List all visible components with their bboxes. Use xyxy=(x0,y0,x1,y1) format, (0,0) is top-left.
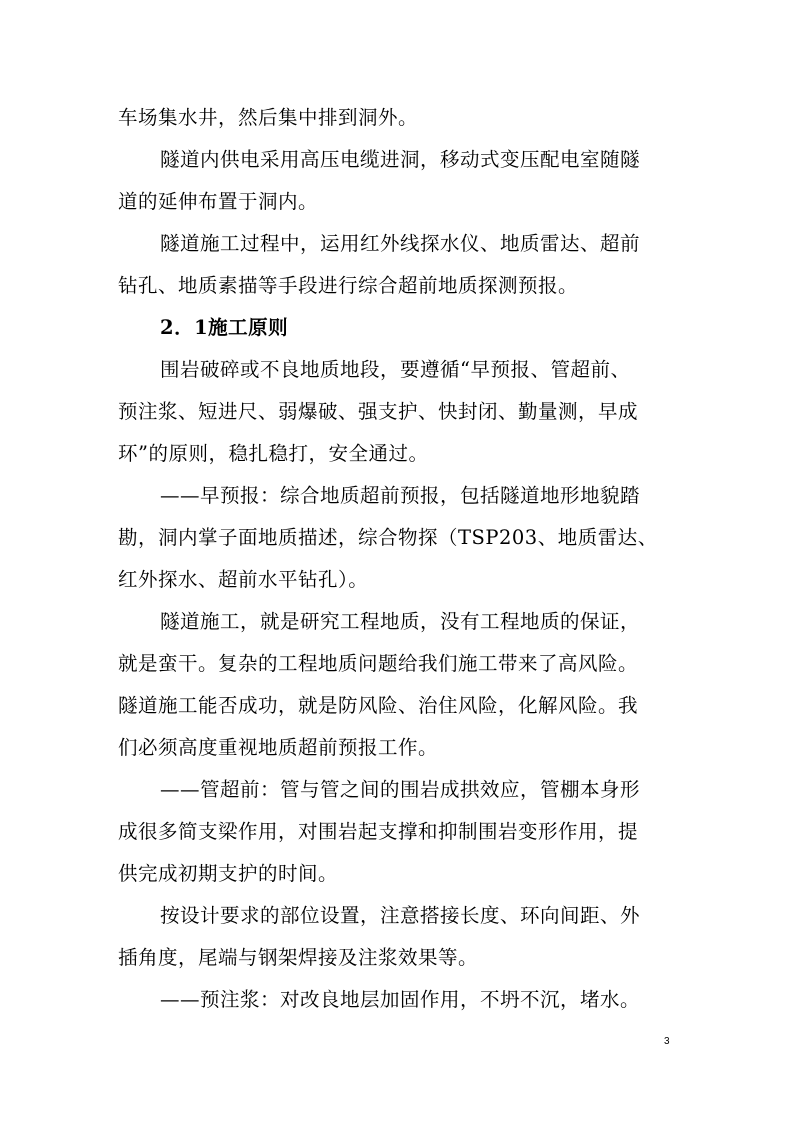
text-line: 钻孔、地质素描等手段进行综合超前地质探测预报。 xyxy=(118,274,579,297)
text-line: 勘，洞内掌子面地质描述，综合物探（TSP203、地质雷达、 xyxy=(118,526,658,549)
section-heading: 2．1施工原则 xyxy=(160,316,289,339)
text-line: 成很多简支梁作用，对围岩起支撑和抑制围岩变形作用，提 xyxy=(118,820,639,843)
text-line: 按设计要求的部位设置，注意搭接长度、环向间距、外 xyxy=(160,904,641,927)
text-line: 隧道施工，就是研究工程地质，没有工程地质的保证， xyxy=(160,610,641,633)
text-line: ——预注浆：对改良地层加固作用，不坍不沉，堵水。 xyxy=(160,988,641,1011)
text-line: 供完成初期支护的时间。 xyxy=(118,862,339,885)
text-line: ——早预报：综合地质超前预报，包括隧道地形地貌踏 xyxy=(160,484,641,507)
text-line: 隧道施工过程中，运用红外线探水仪、地质雷达、超前 xyxy=(160,232,641,255)
text-line: 就是蛮干。复杂的工程地质问题给我们施工带来了高风险。 xyxy=(118,652,639,675)
text-line: 插角度，尾端与钢架焊接及注浆效果等。 xyxy=(118,946,479,969)
text-line: ——管超前：管与管之间的围岩成拱效应，管棚本身形 xyxy=(160,778,641,801)
text-line: 围岩破碎或不良地质地段，要遵循“早预报、管超前、 xyxy=(160,358,631,381)
text-line: 环”的原则，稳扎稳打，安全通过。 xyxy=(118,442,429,465)
text-line: 隧道内供电采用高压电缆进洞，移动式变压配电室随隧 xyxy=(160,148,641,171)
text-line: 们必须高度重视地质超前预报工作。 xyxy=(118,736,439,759)
text-line: 预注浆、短进尺、弱爆破、强支护、快封闭、勤量测，早成 xyxy=(118,400,639,423)
text-line: 车场集水井，然后集中排到洞外。 xyxy=(118,106,419,129)
page-number: 3 xyxy=(664,1036,670,1047)
text-line: 隧道施工能否成功，就是防风险、治住风险，化解风险。我 xyxy=(118,694,639,717)
text-line: 道的延伸布置于洞内。 xyxy=(118,190,319,213)
text-line: 红外探水、超前水平钻孔）。 xyxy=(118,568,369,591)
